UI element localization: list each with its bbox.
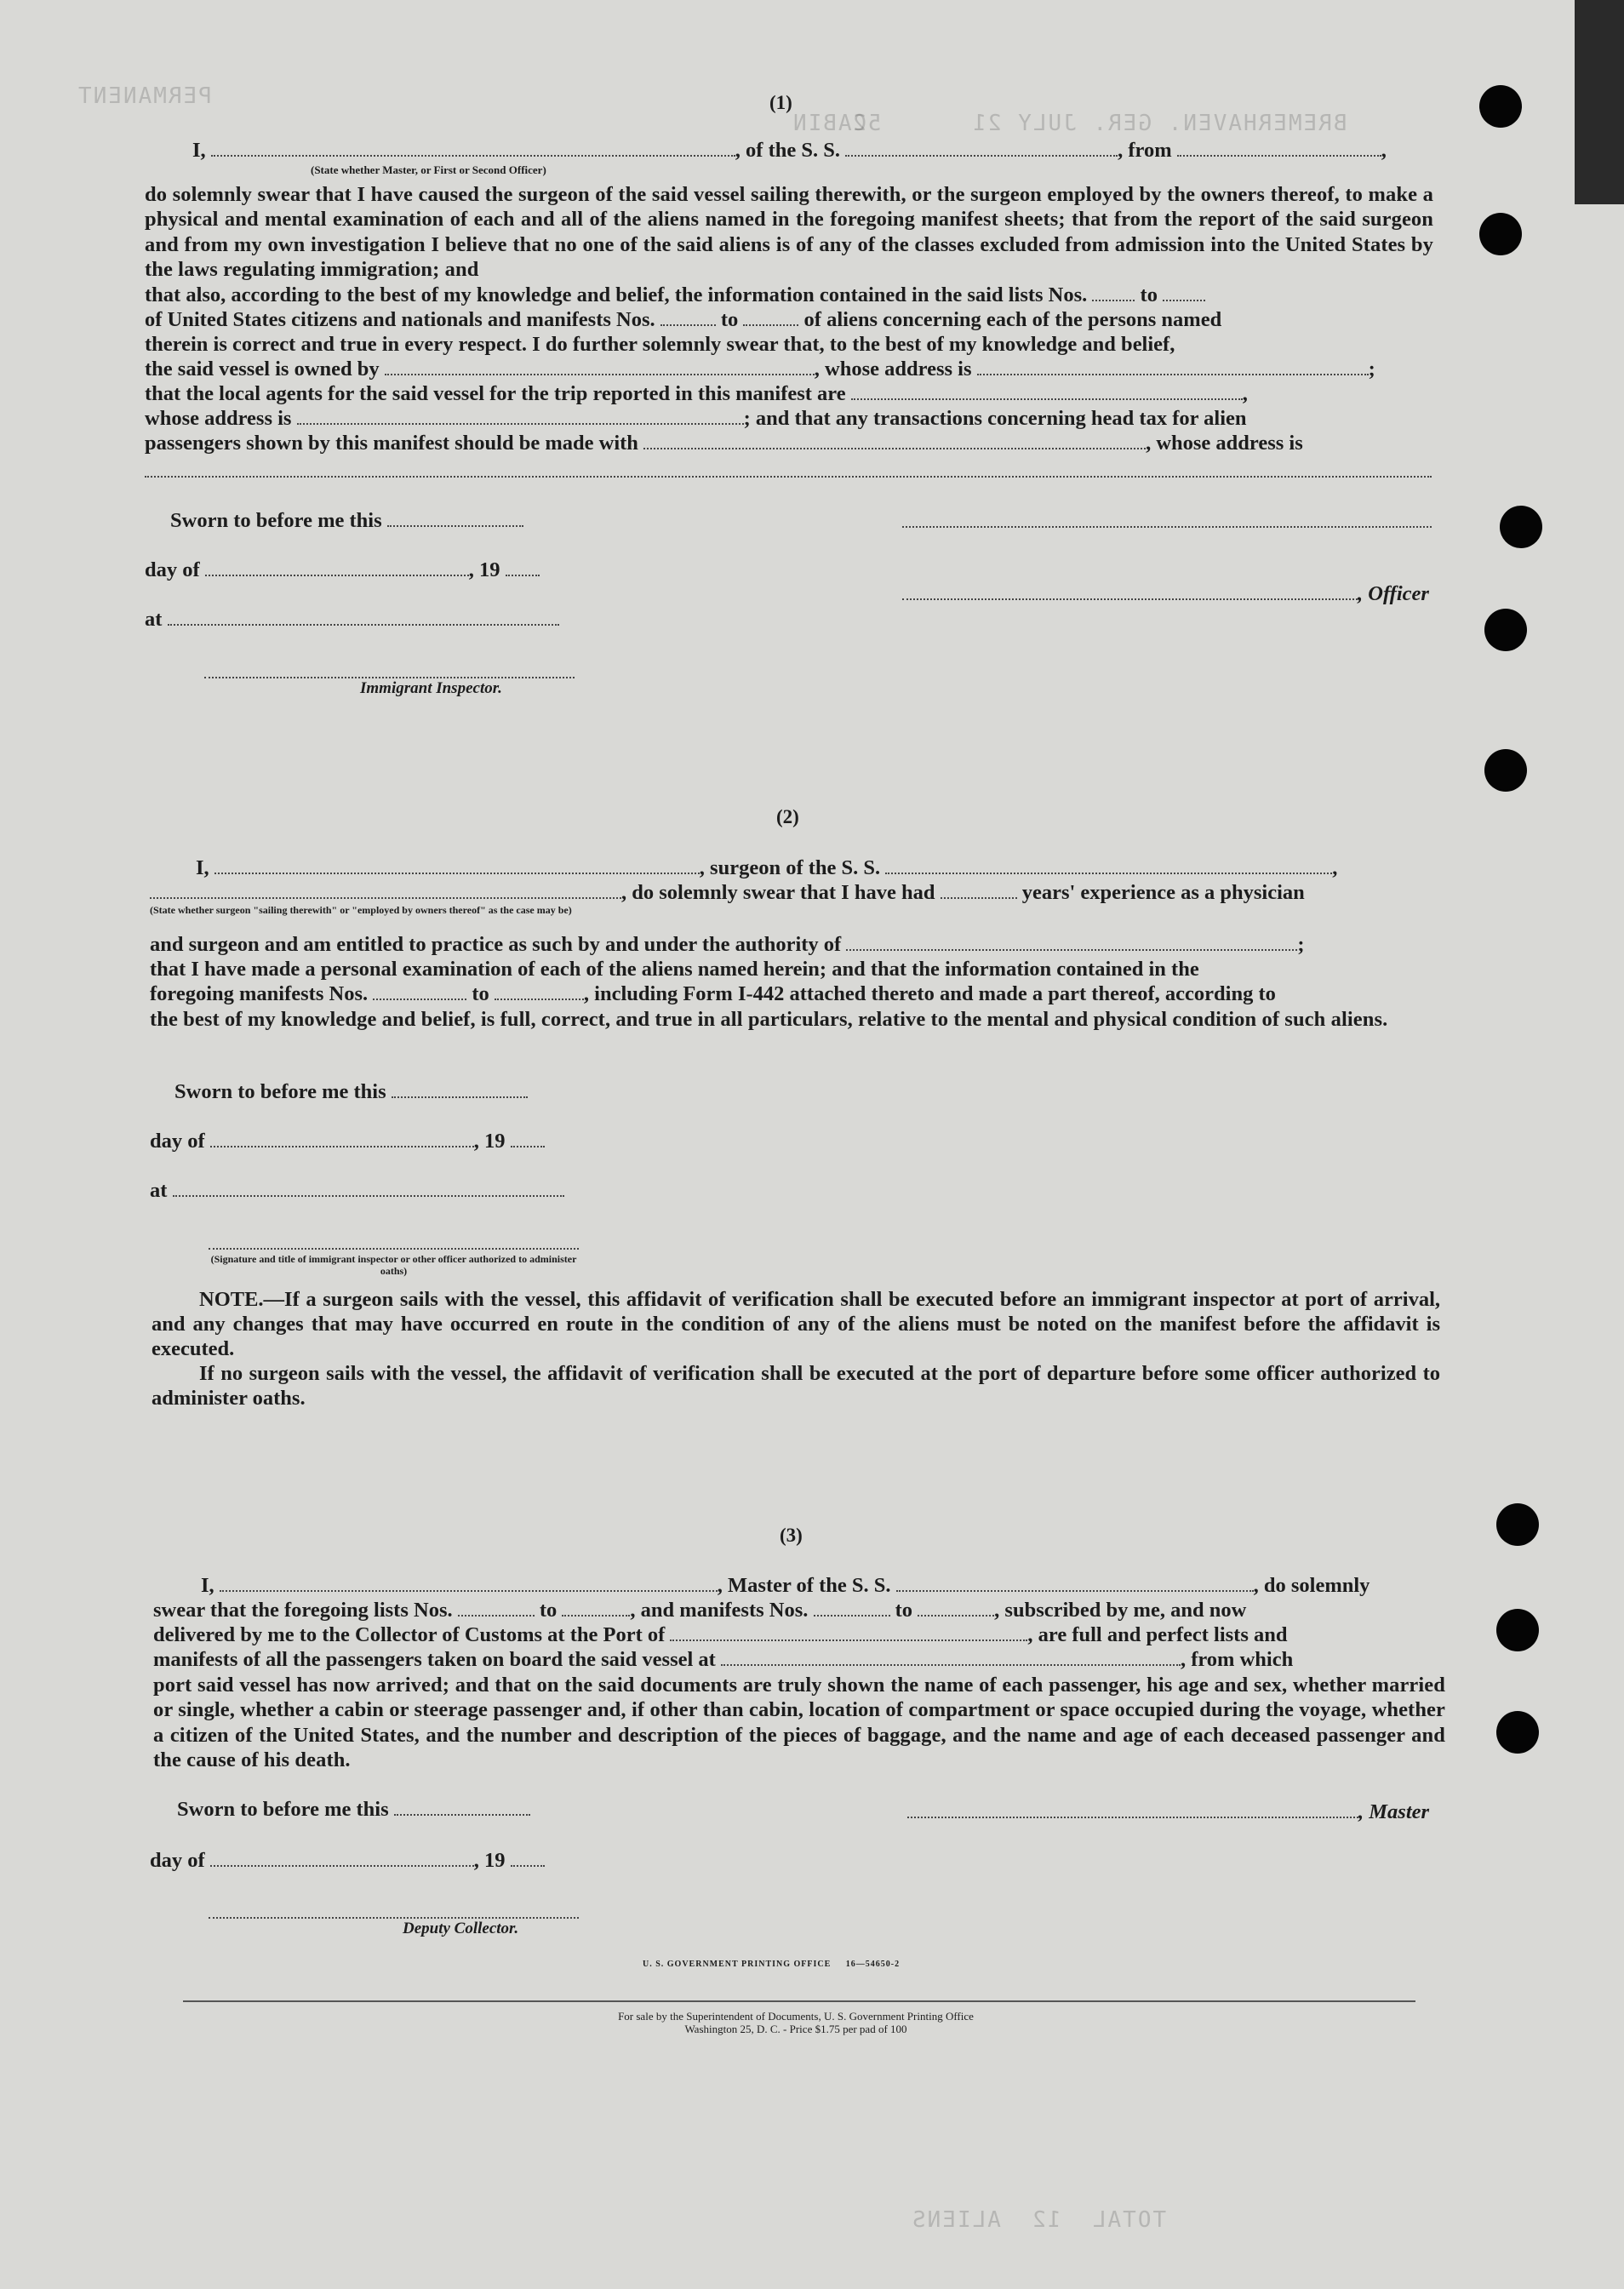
s3-port-field[interactable] bbox=[670, 1624, 1027, 1641]
s3-master-of-ss: , Master of the S. S. bbox=[717, 1574, 891, 1597]
s1-owned-text: the said vessel is owned by bbox=[145, 358, 380, 381]
s3-i: I, bbox=[201, 1574, 214, 1597]
s1-lists-text: that also, according to the best of my knowledge and belief, the information contained in the said lists Nos. bbox=[145, 283, 1088, 306]
s3-deputy-signature-line[interactable] bbox=[209, 1917, 579, 1919]
s1-head-tax-agent-field[interactable] bbox=[643, 432, 1146, 449]
punch-hole bbox=[1484, 749, 1527, 792]
s2-authority-end: ; bbox=[1297, 933, 1305, 956]
s3-subscribed-text: , subscribed by me, and now bbox=[994, 1599, 1247, 1622]
s1-whose-address-3: , whose address is bbox=[1146, 432, 1303, 455]
s3-deputy-label: Deputy Collector. bbox=[403, 1920, 519, 1937]
s2-day-line bbox=[150, 1130, 545, 1153]
section-3-number: (3) bbox=[780, 1525, 803, 1546]
s2-authority-field[interactable] bbox=[846, 934, 1297, 951]
s1-lists-line bbox=[145, 283, 1205, 307]
s1-head-tax: ; and that any transactions concerning head tax for alien bbox=[743, 407, 1247, 430]
s3-boarded-port-field[interactable] bbox=[721, 1649, 1181, 1666]
s1-semi: ; bbox=[1368, 358, 1375, 381]
s2-swear-text: , do solemnly swear that I have had bbox=[621, 881, 935, 904]
s2-surgeon-type-field[interactable] bbox=[150, 882, 621, 899]
s1-day-line bbox=[145, 558, 540, 582]
s2-years-text: years' experience as a physician bbox=[1021, 881, 1305, 904]
sale-notice-line-2: Washington 25, D. C. - Price $1.75 per pad of 100 bbox=[684, 2023, 907, 2035]
s2-year-field[interactable] bbox=[511, 1130, 545, 1147]
note-paragraph-1: NOTE.—If a surgeon sails with the vessel, this affidavit of verification shall be executed before an immigrant inspector at port of arrival, and any changes that may have occurred en route in the condition of any of the aliens must be noted on the manifest before the affidavit is executed. bbox=[152, 1288, 1440, 1360]
s2-swear-line bbox=[150, 881, 1305, 905]
s1-passengers-text: passengers shown by this manifest should be made with bbox=[145, 432, 638, 455]
bleed-through-cabin: CABIN bbox=[792, 111, 867, 136]
s3-list-from-field[interactable] bbox=[458, 1599, 535, 1617]
s3-year-prefix: , 19 bbox=[473, 1849, 506, 1872]
s1-vessel-name-field[interactable] bbox=[845, 140, 1118, 157]
s3-port-line bbox=[153, 1623, 1288, 1647]
s1-address-continuation-line[interactable] bbox=[145, 476, 1432, 478]
s2-authority-line bbox=[150, 933, 1305, 957]
s1-agents-address-field[interactable] bbox=[297, 408, 744, 425]
s2-i: I, bbox=[196, 856, 209, 879]
punch-hole bbox=[1496, 1711, 1539, 1754]
s2-sworn-line bbox=[174, 1080, 528, 1104]
s2-end: , bbox=[1332, 856, 1338, 879]
bleed-through-port-line: BREMERHAVEN. GER. JULY 21 52 bbox=[851, 111, 1347, 136]
s1-officer-caption: (State whether Master, or First or Second Officer) bbox=[311, 163, 546, 176]
s1-owned-line bbox=[145, 358, 1375, 381]
s1-manifest-to-field[interactable] bbox=[743, 309, 798, 326]
s1-year-field[interactable] bbox=[506, 559, 540, 576]
s3-sworn-line bbox=[177, 1798, 530, 1822]
s2-surgeon-line bbox=[196, 856, 1337, 880]
s2-belief-paragraph: the best of my knowledge and belief, is full, correct, and true in all particulars, relative to the mental and physical condition of such aliens. bbox=[150, 1008, 1388, 1031]
s1-at-line bbox=[145, 608, 559, 632]
s3-list-to-field[interactable] bbox=[562, 1599, 630, 1617]
section-2-number: (2) bbox=[776, 806, 799, 827]
s1-officer-label: , Officer bbox=[1358, 582, 1429, 605]
gpo-imprint: U. S. GOVERNMENT PRINTING OFFICE 16—54650-2 bbox=[643, 1960, 901, 1969]
s3-year-field[interactable] bbox=[511, 1850, 545, 1867]
s2-surgeon-name-field[interactable] bbox=[214, 857, 700, 874]
s3-master-name-field[interactable] bbox=[220, 1575, 718, 1592]
page-right-edge bbox=[1575, 204, 1624, 2289]
s1-sworn-text: Sworn to before me this bbox=[170, 509, 382, 532]
s1-paragraph-a: do solemnly swear that I have caused the surgeon of the said vessel sailing therewith, or the surgeon employed by the owners thereof, to make a physical and mental examination of each and all of the aliens named in the foregoing manifest sheets; that from the report of the said surgeon and from my own investigation I believe that no one of the said aliens is of any of the classes excluded from admission into the United States by the laws regulating immigration; and bbox=[145, 183, 1433, 281]
s1-passengers-line bbox=[145, 432, 1303, 455]
s3-day-line bbox=[150, 1849, 545, 1873]
s2-signature-caption: (Signature and title of immigrant inspector or other officer authorized to administer oaths) bbox=[210, 1253, 577, 1277]
s3-master-signature-field[interactable] bbox=[907, 1801, 1358, 1818]
s3-month-field[interactable] bbox=[210, 1850, 474, 1867]
s1-whose-address-2: whose address is bbox=[145, 407, 292, 430]
s2-signature-line[interactable] bbox=[209, 1248, 579, 1250]
s2-caption: (State whether surgeon "sailing therewith" or "employed by owners thereof" as the case may be) bbox=[150, 904, 572, 916]
s2-sworn-text: Sworn to before me this bbox=[174, 1080, 386, 1103]
s1-year-prefix: , 19 bbox=[468, 558, 500, 581]
s1-officer-signature-line bbox=[902, 582, 1429, 606]
s3-perfect-lists: , are full and perfect lists and bbox=[1027, 1623, 1288, 1646]
s3-master-label: , Master bbox=[1358, 1800, 1430, 1823]
s1-manifests-end: of aliens concerning each of the persons named bbox=[803, 308, 1222, 331]
s3-manifests-to: to bbox=[895, 1599, 913, 1622]
s2-authority-text: and surgeon and am entitled to practice as such by and under the authority of bbox=[150, 933, 842, 956]
s3-lists-text: swear that the foregoing lists Nos. bbox=[153, 1599, 453, 1622]
punch-hole bbox=[1500, 506, 1542, 548]
s1-officer-signature-field[interactable] bbox=[902, 583, 1358, 600]
s3-day-of: day of bbox=[150, 1849, 205, 1872]
s1-sworn-line bbox=[170, 509, 523, 533]
s1-i: I, bbox=[192, 139, 206, 162]
s3-lists-line bbox=[153, 1599, 1246, 1622]
s2-sworn-day-field[interactable] bbox=[392, 1081, 528, 1098]
s1-from-port-field[interactable] bbox=[1177, 140, 1381, 157]
s2-month-field[interactable] bbox=[210, 1130, 474, 1147]
s3-master-line bbox=[201, 1574, 1370, 1598]
s1-agents-field[interactable] bbox=[851, 383, 1243, 400]
s3-manifests-text: , and manifests Nos. bbox=[630, 1599, 809, 1622]
s1-owner-field[interactable] bbox=[385, 358, 815, 375]
s1-whose-address: , whose address is bbox=[814, 358, 972, 381]
s2-examination-line: that I have made a personal examination of each of the aliens named herein; and that the information contained in the bbox=[150, 958, 1199, 981]
s2-place-field[interactable] bbox=[173, 1180, 564, 1197]
s3-collector-text: delivered by me to the Collector of Customs at the Port of bbox=[153, 1623, 666, 1646]
s1-comma: , bbox=[1242, 382, 1248, 405]
s1-manifests-text: of United States citizens and nationals and manifests Nos. bbox=[145, 308, 655, 331]
bleed-through-total: TOTAL 12 ALIENS bbox=[911, 2207, 1167, 2233]
s3-paragraph: port said vessel has now arrived; and that on the said documents are truly shown the name of each passenger, his age and sex, whether married or single, whether a cabin or steerage passenger and, if other than cabin, location of compartment or space occupied during the voyage, whether a citizen of the United States, and the number and description of the pieces of baggage, and the name and age of each deceased passenger and the cause of his death. bbox=[153, 1674, 1445, 1771]
s3-manifest-to-field[interactable] bbox=[918, 1599, 994, 1617]
s2-years-field[interactable] bbox=[941, 882, 1017, 899]
s1-owner-address-field[interactable] bbox=[977, 358, 1369, 375]
punch-hole bbox=[1479, 213, 1522, 255]
s1-of-ss: , of the S. S. bbox=[735, 139, 840, 162]
s1-therein-line: therein is correct and true in every respect. I do further solemnly swear that, to the best of my knowledge and belief, bbox=[145, 333, 1175, 356]
s1-officer-name-field[interactable] bbox=[211, 140, 735, 157]
s1-day-of: day of bbox=[145, 558, 200, 581]
punch-hole bbox=[1496, 1609, 1539, 1651]
s2-manifests-line bbox=[150, 982, 1276, 1006]
s1-from: , from bbox=[1118, 139, 1172, 162]
s1-top-signature-line[interactable] bbox=[902, 526, 1432, 528]
note-paragraph-2: If no surgeon sails with the vessel, the affidavit of verification shall be executed at the port of departure before some officer authorized to administer oaths. bbox=[152, 1362, 1440, 1410]
section-1-number: (1) bbox=[769, 92, 792, 113]
s2-manifests-end: , including Form I-442 attached thereto and made a part thereof, according to bbox=[583, 982, 1276, 1005]
s3-sworn-day-field[interactable] bbox=[394, 1799, 530, 1816]
s1-agents-line bbox=[145, 382, 1248, 406]
s3-do-solemnly: , do solemnly bbox=[1253, 1574, 1370, 1597]
s2-year-prefix: , 19 bbox=[473, 1130, 506, 1153]
punch-hole bbox=[1484, 609, 1527, 651]
s1-list-from-field[interactable] bbox=[1092, 284, 1135, 301]
s1-end: , bbox=[1381, 139, 1387, 162]
s1-inspector-signature-line[interactable] bbox=[204, 677, 575, 678]
s2-at: at bbox=[150, 1179, 168, 1202]
footer-divider bbox=[183, 2000, 1415, 2002]
s3-boarded-line bbox=[153, 1648, 1293, 1672]
s2-vessel-field[interactable] bbox=[885, 857, 1332, 874]
s2-at-line bbox=[150, 1179, 564, 1203]
s3-master-signature-line bbox=[907, 1800, 1429, 1824]
s2-manifest-to-field[interactable] bbox=[495, 983, 584, 1000]
s3-vessel-field[interactable] bbox=[896, 1575, 1254, 1592]
punch-hole bbox=[1479, 85, 1522, 128]
s1-month-field[interactable] bbox=[205, 559, 469, 576]
s2-manifest-from-field[interactable] bbox=[373, 983, 466, 1000]
s2-day-of: day of bbox=[150, 1130, 205, 1153]
s3-lists-to: to bbox=[539, 1599, 558, 1622]
s3-manifest-from-field[interactable] bbox=[814, 1599, 890, 1617]
s1-list-to-field[interactable] bbox=[1163, 284, 1205, 301]
s1-at: at bbox=[145, 608, 163, 631]
s1-manifest-from-field[interactable] bbox=[660, 309, 716, 326]
s1-manifests-to: to bbox=[720, 308, 739, 331]
s2-manifests-text: foregoing manifests Nos. bbox=[150, 982, 369, 1005]
s1-lists-to: to bbox=[1140, 283, 1158, 306]
s3-from-which: , from which bbox=[1180, 1648, 1294, 1671]
bleed-through-permanent: PERMANENT bbox=[77, 83, 212, 109]
s1-manifests-line bbox=[145, 308, 1221, 332]
s1-sworn-day-field[interactable] bbox=[387, 510, 523, 527]
s3-boarded-text: manifests of all the passengers taken on board the said vessel at bbox=[153, 1648, 716, 1671]
s2-surgeon-of-ss: , surgeon of the S. S. bbox=[699, 856, 881, 879]
s3-sworn-text: Sworn to before me this bbox=[177, 1798, 389, 1821]
s1-inspector-label: Immigrant Inspector. bbox=[360, 679, 502, 697]
s1-agents-address-line bbox=[145, 407, 1247, 431]
s1-officer-line bbox=[192, 139, 1387, 163]
punch-hole bbox=[1496, 1503, 1539, 1546]
sale-notice-line-1: For sale by the Superintendent of Documents, U. S. Government Printing Office bbox=[618, 2010, 974, 2023]
s1-place-field[interactable] bbox=[168, 609, 559, 626]
s2-manifests-to: to bbox=[472, 982, 489, 1005]
s1-agents-text: that the local agents for the said vessel for the trip reported in this manifest are bbox=[145, 382, 846, 405]
